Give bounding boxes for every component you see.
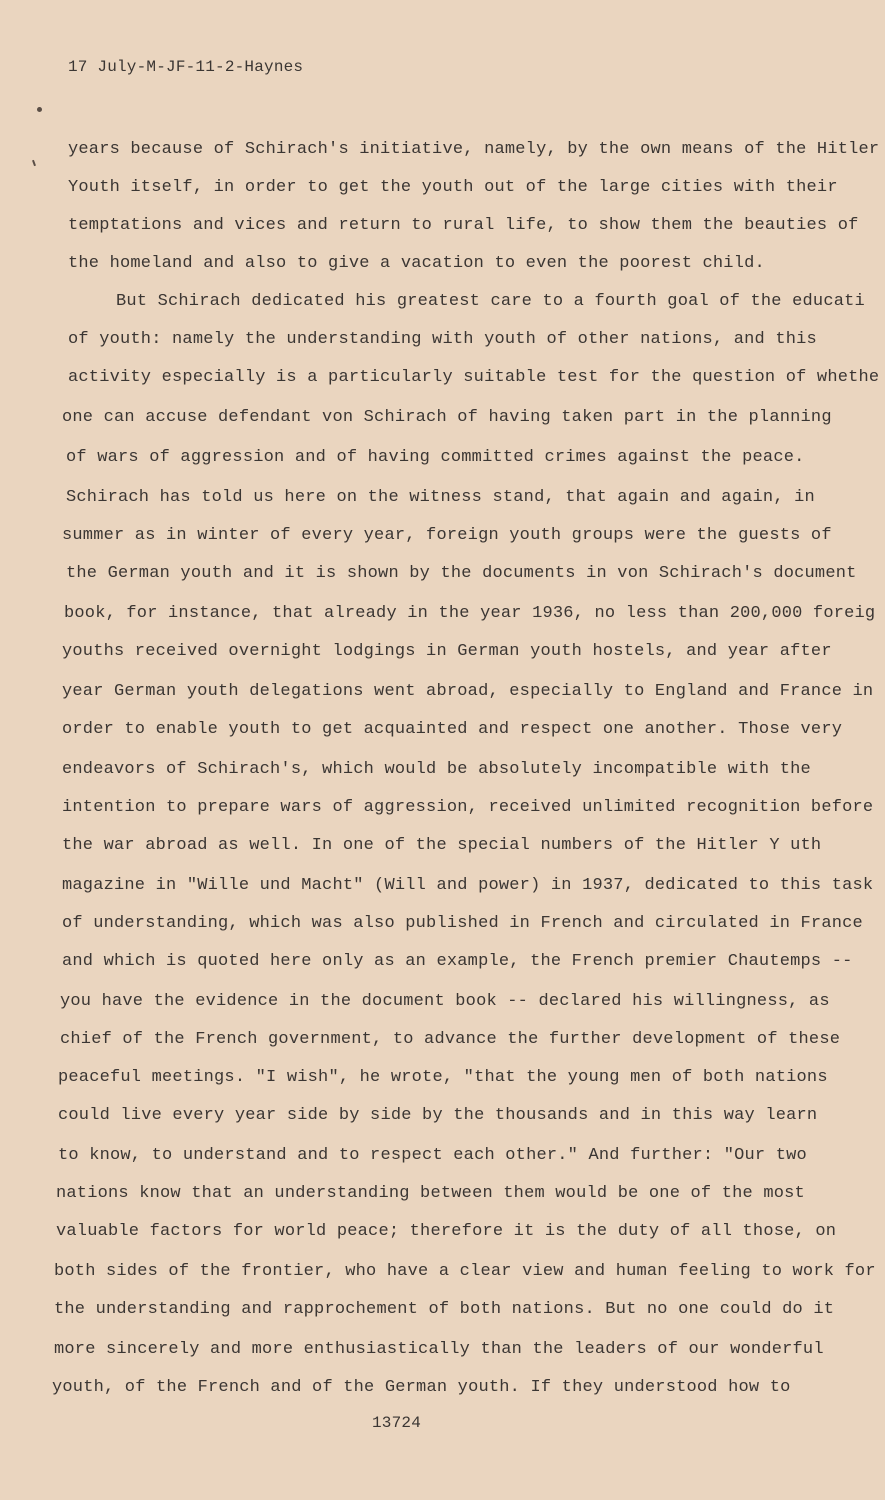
text-line: more sincerely and more enthusiastically than the leaders of our wonderful xyxy=(54,1340,824,1359)
text-line: you have the evidence in the document book -- declared his willingness, as xyxy=(60,992,830,1011)
text-line: could live every year side by side by the thousands and in this way learn xyxy=(58,1106,818,1125)
text-line: of wars of aggression and of having committed crimes against the peace. xyxy=(66,448,805,467)
text-line: years because of Schirach's initiative, namely, by the own means of the Hitler xyxy=(68,140,880,159)
text-line: to know, to understand and to respect each other." And further: "Our two xyxy=(58,1146,807,1165)
text-line: both sides of the frontier, who have a clear view and human feeling to work for xyxy=(54,1262,876,1281)
text-line: intention to prepare wars of aggression, received unlimited recognition before xyxy=(62,798,874,817)
margin-tick xyxy=(32,160,36,166)
text-line: nations know that an understanding between them would be one of the most xyxy=(56,1184,805,1203)
text-line: peaceful meetings. "I wish", he wrote, "that the young men of both nations xyxy=(58,1068,828,1087)
text-line: the war abroad as well. In one of the special numbers of the Hitler Y uth xyxy=(62,836,822,855)
text-line: youths received overnight lodgings in German youth hostels, and year after xyxy=(62,642,832,661)
text-line: the understanding and rapprochement of both nations. But no one could do it xyxy=(54,1300,835,1319)
text-line: order to enable youth to get acquainted and respect one another. Those very xyxy=(62,720,843,739)
text-line: Schirach has told us here on the witness stand, that again and again, in xyxy=(66,488,815,507)
text-line: summer as in winter of every year, foreign youth groups were the guests of xyxy=(62,526,832,545)
text-line: magazine in "Wille und Macht" (Will and power) in 1937, dedicated to this task xyxy=(62,876,874,895)
text-line: year German youth delegations went abroad, especially to England and France in xyxy=(62,682,874,701)
header-reference: 17 July-M-JF-11-2-Haynes xyxy=(68,58,304,76)
text-line: Youth itself, in order to get the youth out of the large cities with their xyxy=(68,178,838,197)
text-line: and which is quoted here only as an example, the French premier Chautemps -- xyxy=(62,952,853,971)
text-line: chief of the French government, to advance the further development of these xyxy=(60,1030,841,1049)
text-line: of understanding, which was also published in French and circulated in France xyxy=(62,914,863,933)
text-line: valuable factors for world peace; therefore it is the duty of all those, on xyxy=(56,1222,837,1241)
text-line: But Schirach dedicated his greatest care to a fourth goal of the educati xyxy=(116,292,865,311)
text-line: the homeland and also to give a vacation to even the poorest child. xyxy=(68,254,765,273)
margin-mark xyxy=(37,107,42,112)
text-line: activity especially is a particularly suitable test for the question of whethe xyxy=(68,368,880,387)
text-line: endeavors of Schirach's, which would be absolutely incompatible with the xyxy=(62,760,811,779)
text-line: of youth: namely the understanding with youth of other nations, and this xyxy=(68,330,817,349)
text-line: temptations and vices and return to rural life, to show them the beauties of xyxy=(68,216,859,235)
page-number: 13724 xyxy=(372,1414,422,1432)
text-line: one can accuse defendant von Schirach of having taken part in the planning xyxy=(62,408,832,427)
text-line: youth, of the French and of the German youth. If they understood how to xyxy=(52,1378,791,1397)
text-line: the German youth and it is shown by the documents in von Schirach's document xyxy=(66,564,857,583)
text-line: book, for instance, that already in the year 1936, no less than 200,000 foreig xyxy=(64,604,876,623)
